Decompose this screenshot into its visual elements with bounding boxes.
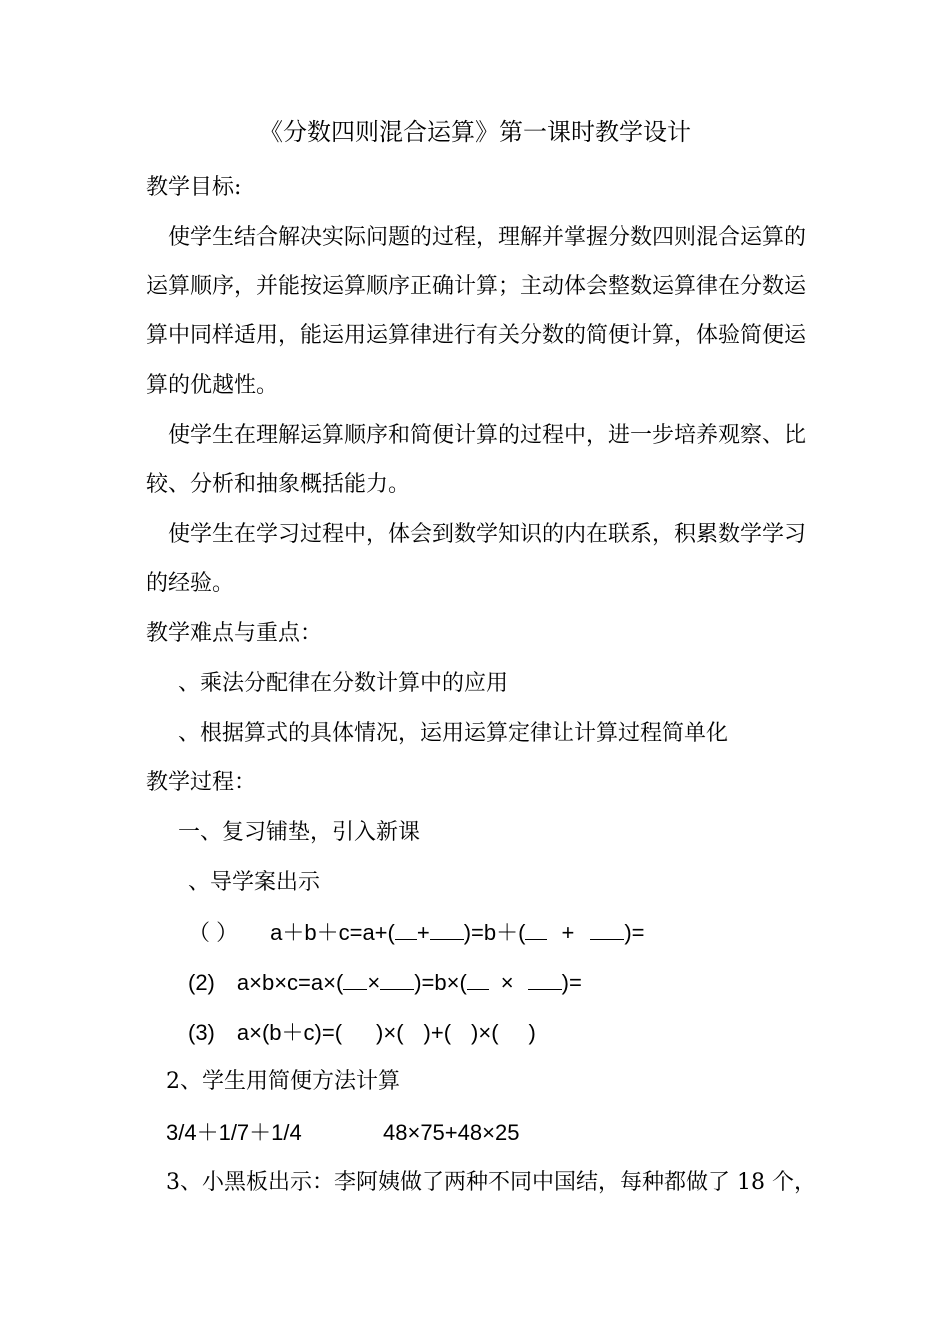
- goals-paragraph-1-line-2: 运算顺序，并能按运算顺序正确计算；主动体会整数运算律在分数运: [146, 274, 807, 299]
- equation-2-blank-1: [343, 969, 367, 990]
- equation-3-part-b: )×(: [376, 1020, 404, 1045]
- goals-heading: 教学目标:: [146, 175, 242, 200]
- equation-3-part-c: )+(: [423, 1020, 452, 1045]
- goals-paragraph-1-line-4: 算的优越性。: [146, 373, 279, 398]
- goals-paragraph-1-line-1: 使学生结合解决实际问题的过程，理解并掌握分数四则混合运算的: [168, 225, 807, 250]
- keypoint-item-2: 、根据算式的具体情况，运用运算定律让计算过程简单化: [178, 721, 729, 746]
- equation-2-number: (2): [188, 970, 215, 995]
- equation-3-part-d: )×(: [471, 1020, 499, 1045]
- equation-2-part-b: )=b×(: [414, 970, 467, 995]
- goals-paragraph-2-line-1: 使学生在理解运算顺序和简便计算的过程中，进一步培养观察、比: [168, 423, 807, 448]
- equation-1-plus: +: [416, 920, 430, 945]
- item-2-heading: 2、学生用简便方法计算: [166, 1069, 400, 1094]
- equation-2-part-a: a×b×c=a×(: [236, 970, 344, 995]
- subsection-1-heading: 、导学案出示: [188, 870, 321, 895]
- goals-paragraph-3-line-2: 的经验。: [146, 571, 235, 596]
- goals-paragraph-2-line-2: 较、分析和抽象概括能力。: [146, 472, 411, 497]
- document-title: 《分数四则混合运算》第一课时教学设计: [259, 118, 691, 146]
- equation-1-part-c: )=: [624, 920, 645, 945]
- equation-1: （ ） a＋b＋c=a+( + )=b＋( + )=: [188, 920, 645, 945]
- equation-1-blank-1: [395, 919, 417, 940]
- item-3-text: 3、小黑板出示：李阿姨做了两种不同中国结，每种都做了 18 个，: [166, 1170, 816, 1195]
- equation-3-number: (3): [188, 1020, 215, 1045]
- equation-2-part-c: )=: [561, 970, 582, 995]
- equation-1-part-a: a＋b＋c=a+(: [270, 920, 395, 945]
- equation-2-times: ×: [367, 970, 381, 995]
- goals-paragraph-1-line-3: 算中同样适用，能运用运算律进行有关分数的简便计算，体验简便运: [146, 323, 807, 348]
- equation-2: (2) a×b×c=a×( × )=b×( × )=: [188, 970, 582, 995]
- equation-3-part-e: ): [528, 1020, 536, 1045]
- equation-3-part-a: a×(b＋c)=(: [236, 1020, 343, 1045]
- keypoints-heading: 教学难点与重点：: [146, 621, 323, 646]
- calculation-1: 3/4＋1/7＋1/4: [166, 1120, 302, 1145]
- equation-2-blank-4: [528, 969, 562, 990]
- equation-3: [188, 1018, 536, 1048]
- equation-1-number: （ ）: [188, 920, 239, 945]
- process-heading: 教学过程：: [146, 770, 257, 795]
- equation-1-blank-3: [525, 919, 547, 940]
- equation-1-blank-4: [590, 919, 624, 940]
- keypoint-item-1: 、乘法分配律在分数计算中的应用: [178, 671, 509, 696]
- goals-paragraph-3-line-1: 使学生在学习过程中，体会到数学知识的内在联系，积累数学学习: [168, 522, 807, 547]
- equation-2-blank-2: [380, 969, 414, 990]
- equation-2-blank-3: [467, 969, 489, 990]
- equation-1-part-b: )=b＋(: [463, 920, 526, 945]
- equation-1-blank-2: [430, 919, 464, 940]
- section-1-heading: 一、复习铺垫，引入新课: [178, 820, 421, 845]
- calculation-2: 48×75+48×25: [383, 1120, 520, 1145]
